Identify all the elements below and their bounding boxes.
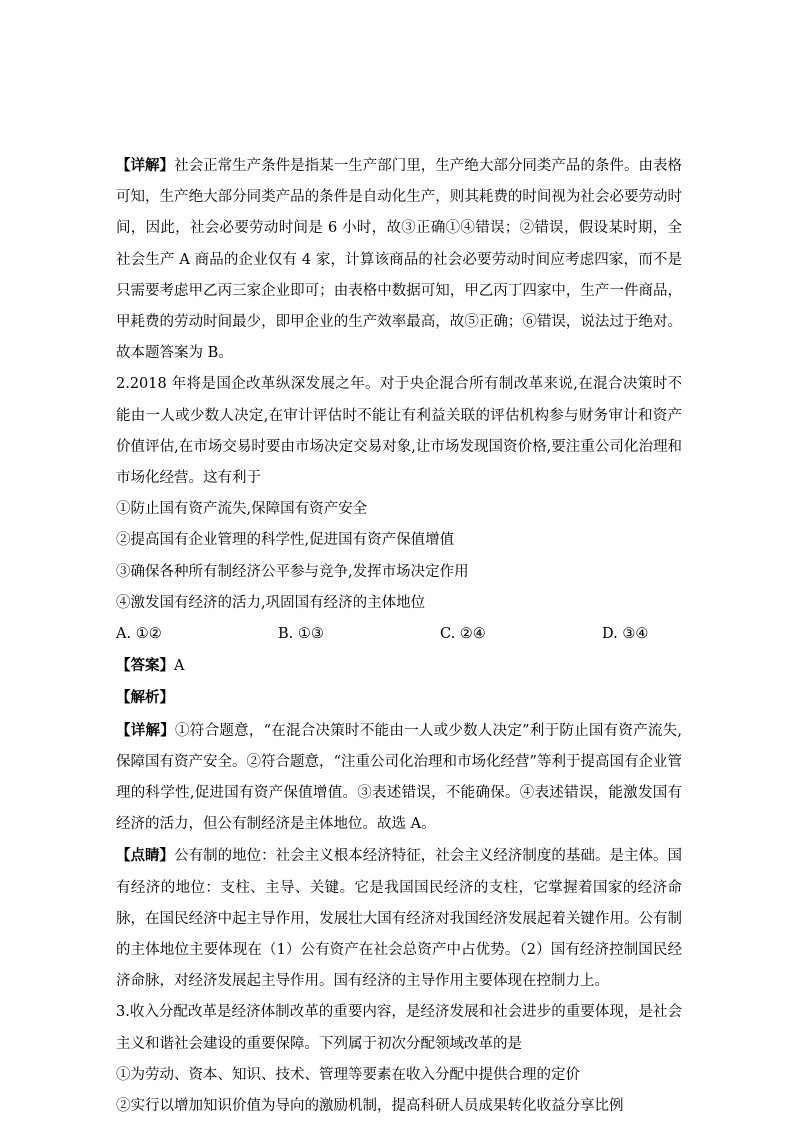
answer-label: 【答案】 — [116, 657, 174, 675]
statement-1: ①防止国有资产流失,保障国有资产安全 — [116, 501, 368, 518]
q3-statement-1: ①为劳动、资本、知识、技术、管理等要素在收入分配中提供合理的定价 — [116, 1066, 580, 1083]
choice-b: B. ①③ — [278, 626, 324, 643]
statement-2: ②提高国有企业管理的科学性,促进国有资产保值增值 — [116, 532, 455, 549]
key-point-paragraph — [116, 840, 682, 997]
question-2-stem — [116, 369, 682, 494]
explanation-label: 【详解】 — [116, 721, 176, 739]
key-point-label: 【点睛】 — [116, 847, 175, 865]
question-3-stem — [116, 997, 682, 1059]
question-stem-text: 3.收入分配改革是经济体制改革的重要内容，是经济发展和社会进步的重要体现，是社会主义和谐社会建设的重要保障。下列属于初次分配领域改革的是 — [116, 1004, 682, 1052]
explanation-text: 社会正常生产条件是指某一生产部门里，生产绝大部分同类产品的条件。由表格可知，生产绝大部分同类产品的条件是自动化生产，则其耗费的时间视为社会必要劳动时间，因此，社会必要劳动时间是 6 小时，故③正确①④错误；②错误，假设某时期，全社会生产 A 商品的企业仅有 4 家，计算该商品的社会必要劳动时间应考虑四家，而不是只需要考虑甲乙丙三家企业即可；由表格中数据可知，甲乙丙丁四家中，生产一件商品，甲耗费的劳动时间最少，即甲企业的生产效率最高，故⑤正确；⑥错误，说法过于绝对。故本题答案为 B。 — [116, 158, 683, 362]
statement-4: ④激发国有经济的活力,巩固国有经济的主体地位 — [116, 594, 426, 611]
choice-d: D. ③④ — [602, 626, 649, 643]
answer-value: A — [174, 658, 185, 675]
document-content — [116, 150, 682, 1122]
analysis-heading — [116, 682, 682, 714]
statement-3: ③确保各种所有制经济公平参与竞争,发挥市场决定作用 — [116, 563, 469, 580]
explanation-label: 【详解】 — [116, 157, 175, 174]
explanation-paragraph-q1 — [116, 150, 682, 369]
choice-a: A. ①② — [116, 626, 162, 643]
question-stem-text: 2.2018 年将是国企改革纵深发展之年。对于央企混合所有制改革来说,在混合决策时不能由一人或少数人决定,在审计评估时不能让有利益关联的评估机构参与财务审计和资产价值评估,在市场交易时要由市场决定交易对象,让市场发现国资价格,要注重公司化治理和市场化经营。这有利于 — [116, 376, 682, 487]
q3-statement-2: ②实行以增加知识价值为导向的激励机制，提高科研人员成果转化收益分享比例 — [116, 1098, 624, 1115]
answer-choices — [116, 619, 682, 650]
key-point-text: 公有制的地位：社会主义根本经济特征，社会主义经济制度的基础。是主体。国有经济的地位：支柱、主导、关键。它是我国国民经济的支柱，它掌握着国家的经济命脉，在国民经济中起主导作用，发展壮大国有经济对我国经济发展起着关键作用。公有制的主体地位主要体现在（1）公有资产在社会总资产中占优势。（2）国有经济控制国民经济命脉，对经济发展起主导作用。国有经济的主导作用主要体现在控制力上。 — [116, 848, 683, 990]
choice-c: C. ②④ — [440, 626, 486, 643]
explanation-paragraph-q2 — [116, 715, 682, 841]
explanation-text: ①符合题意，“在混合决策时不能由一人或少数人决定”利于防止国有资产流失,保障国有资产安全。②符合题意，“注重公司化治理和市场化经营”等利于提高国有企业管理的科学性,促进国有资产保值增值。③表述错误，不能确保。④表述错误，能激发国有经济的活力，但公有制经济是主体地位。故选 A。 — [116, 722, 683, 833]
analysis-label: 【解析】 — [116, 689, 174, 707]
answer-line — [116, 650, 682, 682]
